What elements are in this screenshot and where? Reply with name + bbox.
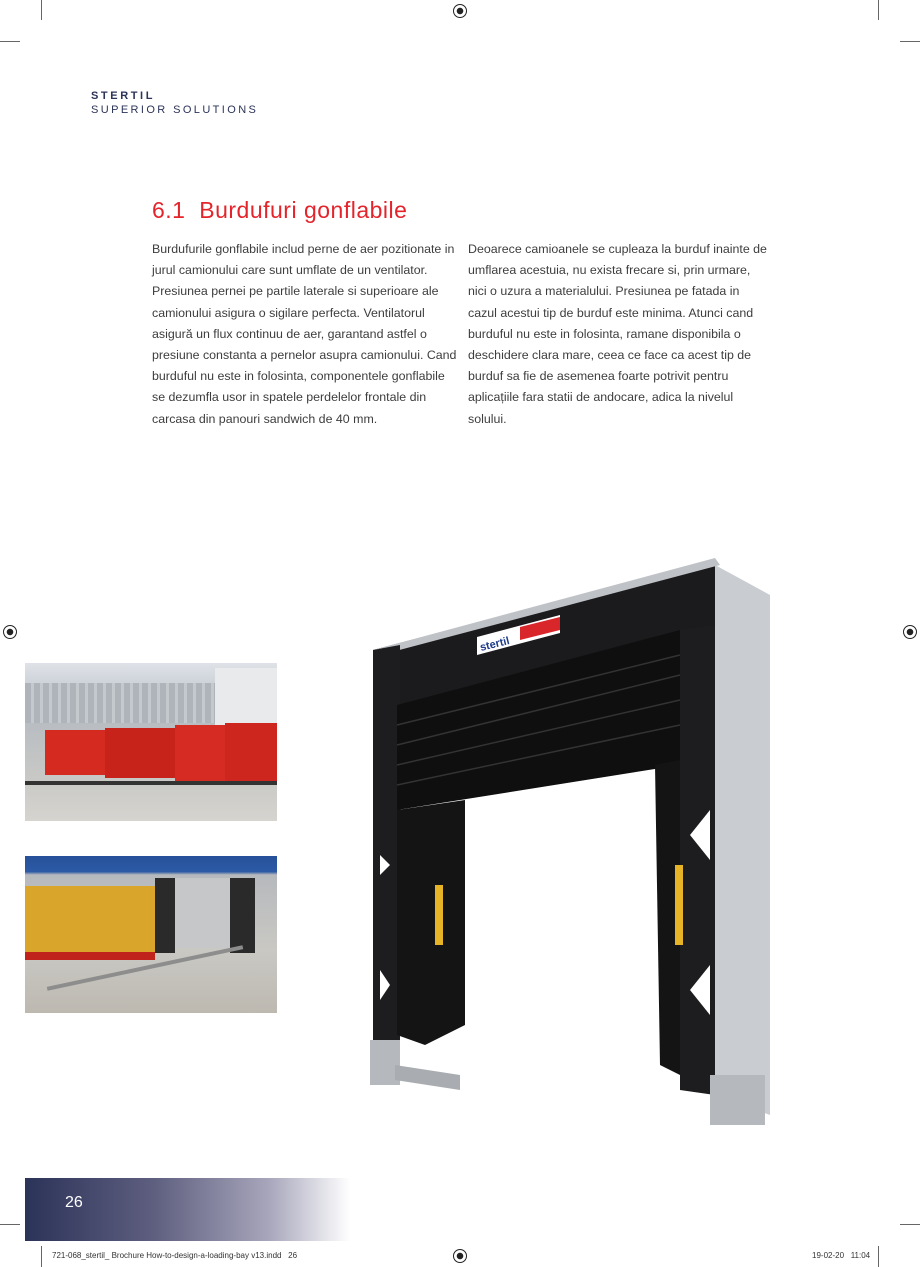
svg-text:stertil: stertil: [478, 635, 511, 654]
registration-mark-icon: [3, 625, 17, 639]
slug-date: 19-02-20 11:04: [812, 1251, 871, 1260]
brand-tagline: SUPERIOR SOLUTIONS: [91, 104, 259, 116]
crop-mark: [0, 41, 20, 42]
crop-mark: [900, 1224, 920, 1225]
crop-mark: [41, 1246, 42, 1267]
photo-loading-bay-trucks: [25, 663, 277, 821]
body-text-right: Deoarece camioanele se cupleaza la burduf inainte de umflarea acestuia, nu exista frecare si, prin urmare, nici o uzura a materialului. Presiunea pe fatada in cazul acestui tip de burduf este minima. Atunci cand burduful nu este in folosinta, ramane disponibila o deschidere clara mare, ceea ce face ca acest tip de burduf sa fie de asemenea foarte potrivit pentru aplicațiile fara statii de andocare, adica la nivelul solului.: [468, 242, 767, 426]
crop-mark: [900, 41, 920, 42]
crop-mark: [41, 0, 42, 20]
photo-dock-shelter-trailer: [25, 856, 277, 1013]
registration-mark-icon: [453, 1249, 467, 1263]
registration-mark-icon: [903, 625, 917, 639]
section-title: 6.1 Burdufuri gonflabile: [152, 197, 408, 223]
brand-name: STERTIL: [91, 90, 156, 102]
photo-inflatable-dock-shelter: [365, 555, 785, 1135]
crop-mark: [878, 0, 879, 20]
page-number: 26: [65, 1194, 83, 1211]
slug-filename: 721-068_stertil_ Brochure How-to-design-a-loading-bay v13.indd 26: [52, 1251, 298, 1260]
registration-mark-icon: [453, 4, 467, 18]
body-text-left: Burdufurile gonflabile includ perne de aer pozitionate in jurul camionului care sunt umflate de un ventilator. Presiunea pernei pe partile laterale si superioare ale camionului asigura o sigilare perfecta. Ventilatorul asigură un flux continuu de aer, garantand astfel o presiune constanta a pernelor asupra camionului. Cand burduful nu este in folosinta, componentele gonflabile se dezumfla usor in spatele perdelelor frontale din carcasa din panouri sandwich de 40 mm.: [152, 242, 457, 426]
crop-mark: [878, 1246, 879, 1267]
crop-mark: [0, 1224, 20, 1225]
